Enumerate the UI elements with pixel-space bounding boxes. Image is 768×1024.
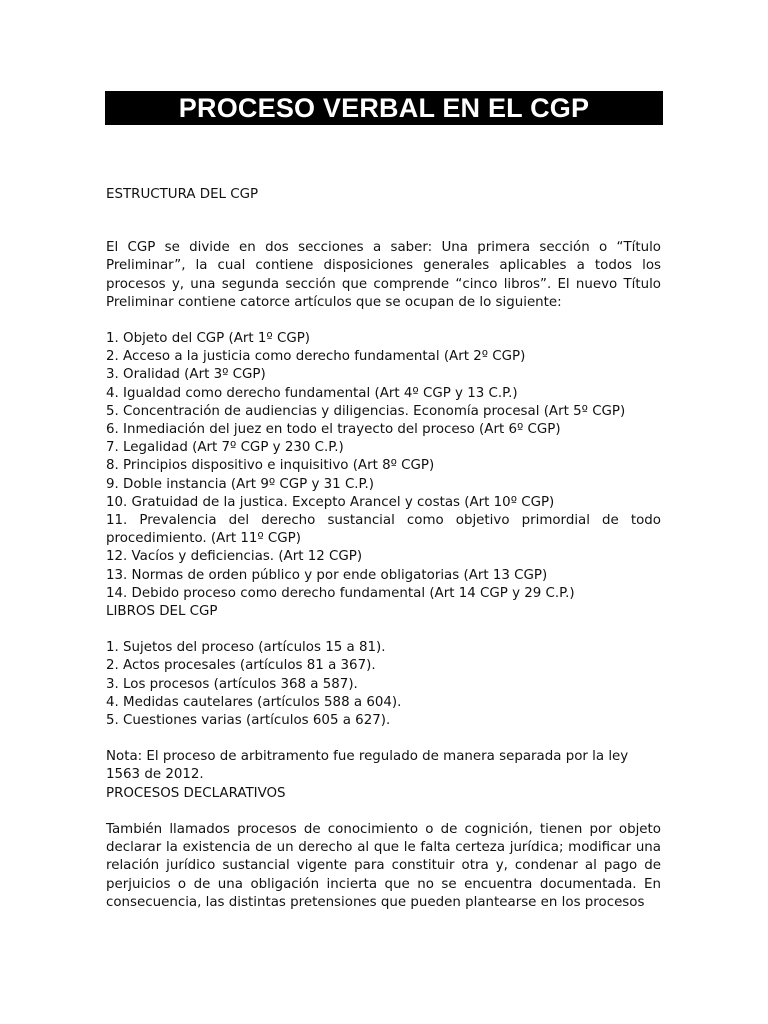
declarativos-paragraph: También llamados procesos de conocimiento o de cognición, tienen por objeto declarar la existencia de un derecho al que le falta certeza jurídica; modificar una relación jurídico sustancial vigente para constituir otra y, condenar al pago de perjuicios o de una obligación incierta que no se encuentra documentada. En consecuencia, las distintas pretensiones que pueden plantearse en los procesos (106, 821, 661, 910)
list-item: 6. Inmediación del juez en todo el trayecto del proceso (Art 6º CGP) (106, 422, 561, 438)
list-item: 14. Debido proceso como derecho fundamental (Art 14 CGP y 29 C.P.) (106, 585, 575, 601)
list-item: 5. Cuestiones varias (artículos 605 a 627). (106, 713, 391, 729)
list-item: 9. Doble instancia (Art 9º CGP y 31 C.P.) (106, 476, 375, 492)
list-item: 3. Los procesos (artículos 368 a 587). (106, 676, 358, 692)
document-body (106, 186, 661, 912)
list-item: 2. Acceso a la justicia como derecho fundamental (Art 2º CGP) (106, 349, 526, 365)
list-item: 11. Prevalencia del derecho sustancial como objetivo primordial de todo procedimiento. (Art 11º CGP) (106, 513, 661, 547)
list-item: 13. Normas de orden público y por ende obligatorias (Art 13 CGP) (106, 567, 548, 583)
list-item: 1. Sujetos del proceso (artículos 15 a 81). (106, 640, 386, 656)
list-item: 8. Principios dispositivo e inquisitivo (Art 8º CGP) (106, 458, 435, 474)
list-item: 5. Concentración de audiencias y diligencias. Economía procesal (Art 5º CGP) (106, 403, 626, 419)
nota-paragraph: Nota: El proceso de arbitramento fue regulado de manera separada por la ley 1563 de 2012. (106, 749, 629, 783)
list-item: 2. Actos procesales (artículos 81 a 367). (106, 658, 376, 674)
section-heading-declarativos: PROCESOS DECLARATIVOS (106, 785, 286, 801)
list-item: 4. Igualdad como derecho fundamental (Art 4º CGP y 13 C.P.) (106, 385, 518, 401)
intro-paragraph: El CGP se divide en dos secciones a saber: Una primera sección o “Título Preliminar”, la cual contiene disposiciones generales aplicables a todos los procesos y, una segunda sección que comprende “cinco libros”. El nuevo Título Preliminar contiene catorce artículos que se ocupan de lo siguiente: (106, 240, 661, 310)
list-item: 4. Medidas cautelares (artículos 588 a 604). (106, 694, 402, 710)
titulo-preliminar-list (106, 330, 661, 603)
list-item: 1. Objeto del CGP (Art 1º CGP) (106, 331, 311, 347)
list-item: 10. Gratuidad de la justica. Excepto Arancel y costas (Art 10º CGP) (106, 494, 555, 510)
list-item: 12. Vacíos y deficiencias. (Art 12 CGP) (106, 549, 363, 565)
list-item: 3. Oralidad (Art 3º CGP) (106, 367, 266, 383)
section-heading-estructura: ESTRUCTURA DEL CGP (106, 187, 259, 202)
list-item: 7. Legalidad (Art 7º CGP y 230 C.P.) (106, 440, 344, 456)
libros-list (106, 639, 661, 730)
section-heading-libros: LIBROS DEL CGP (106, 604, 218, 620)
document-title: PROCESO VERBAL EN EL CGP (105, 91, 663, 125)
